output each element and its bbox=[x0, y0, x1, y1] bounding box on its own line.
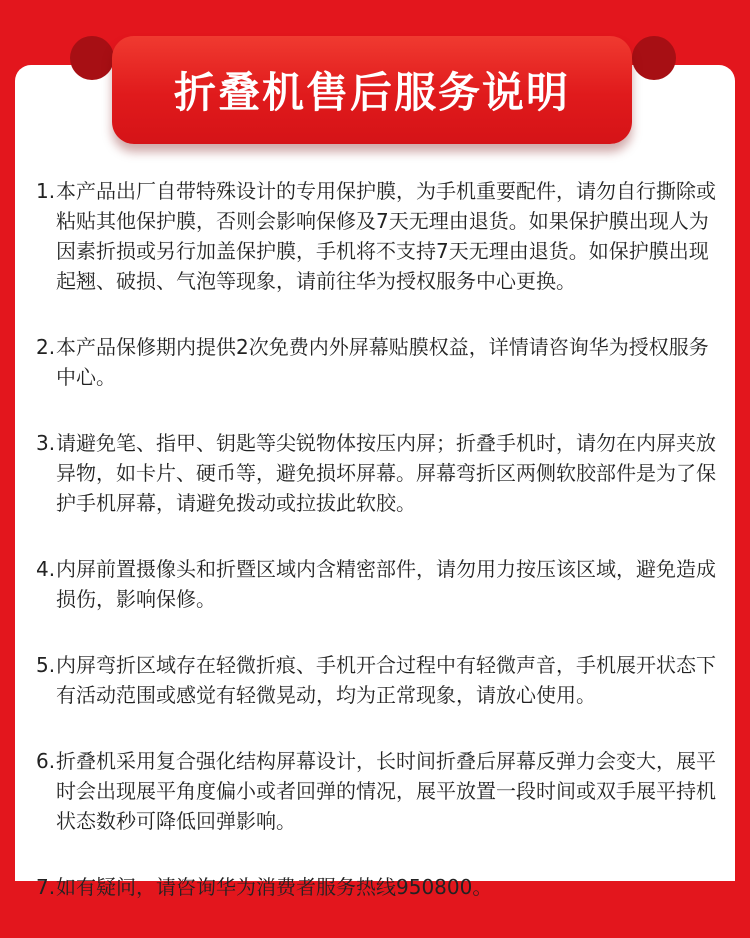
page-title: 折叠机售后服务说明 bbox=[173, 68, 570, 117]
note-item-2 bbox=[36, 332, 716, 392]
note-text: 如有疑问，请咨询华为消费者服务热线950800。 bbox=[56, 875, 493, 899]
banner-tab-left-decoration bbox=[70, 36, 114, 80]
title-banner bbox=[112, 36, 632, 144]
note-item-5 bbox=[36, 650, 716, 710]
note-item-1 bbox=[36, 176, 716, 296]
note-item-4 bbox=[36, 554, 716, 614]
note-text: 请避免笔、指甲、钥匙等尖锐物体按压内屏；折叠手机时，请勿在内屏夹放异物，如卡片、硬币等，避免损坏屏幕。屏幕弯折区两侧软胶部件是为了保护手机屏幕，请避免拨动或拉拔此软胶。 bbox=[56, 431, 716, 515]
note-text: 内屏前置摄像头和折暨区域内含精密部件，请勿用力按压该区域，避免造成损伤，影响保修。 bbox=[56, 557, 716, 611]
note-item-3 bbox=[36, 428, 716, 518]
note-text: 内屏弯折区域存在轻微折痕、手机开合过程中有轻微声音，手机展开状态下有活动范围或感觉有轻微晃动，均为正常现象，请放心使用。 bbox=[56, 653, 716, 707]
note-number: 3. bbox=[36, 431, 56, 455]
note-number: 5. bbox=[36, 653, 56, 677]
banner-tab-right-decoration bbox=[632, 36, 676, 80]
note-number: 4. bbox=[36, 557, 56, 581]
note-number: 2. bbox=[36, 335, 56, 359]
note-number: 6. bbox=[36, 749, 56, 773]
note-number: 1. bbox=[36, 179, 56, 203]
note-text: 折叠机采用复合强化结构屏幕设计，长时间折叠后屏幕反弹力会变大，展平时会出现展平角度偏小或者回弹的情况，展平放置一段时间或双手展平持机状态数秒可降低回弹影响。 bbox=[56, 749, 716, 833]
note-number: 7. bbox=[36, 875, 56, 899]
note-item-7 bbox=[36, 872, 716, 902]
note-text: 本产品保修期内提供2次免费内外屏幕贴膜权益，详情请咨询华为授权服务中心。 bbox=[56, 335, 709, 389]
service-notes-list bbox=[36, 176, 716, 938]
note-text: 本产品出厂自带特殊设计的专用保护膜，为手机重要配件，请勿自行撕除或粘贴其他保护膜，否则会影响保修及7天无理由退货。如果保护膜出现人为因素折损或另行加盖保护膜，手机将不支持7天无理由退货。如保护膜出现起翘、破损、气泡等现象，请前往华为授权服务中心更换。 bbox=[56, 179, 716, 293]
note-item-6 bbox=[36, 746, 716, 836]
